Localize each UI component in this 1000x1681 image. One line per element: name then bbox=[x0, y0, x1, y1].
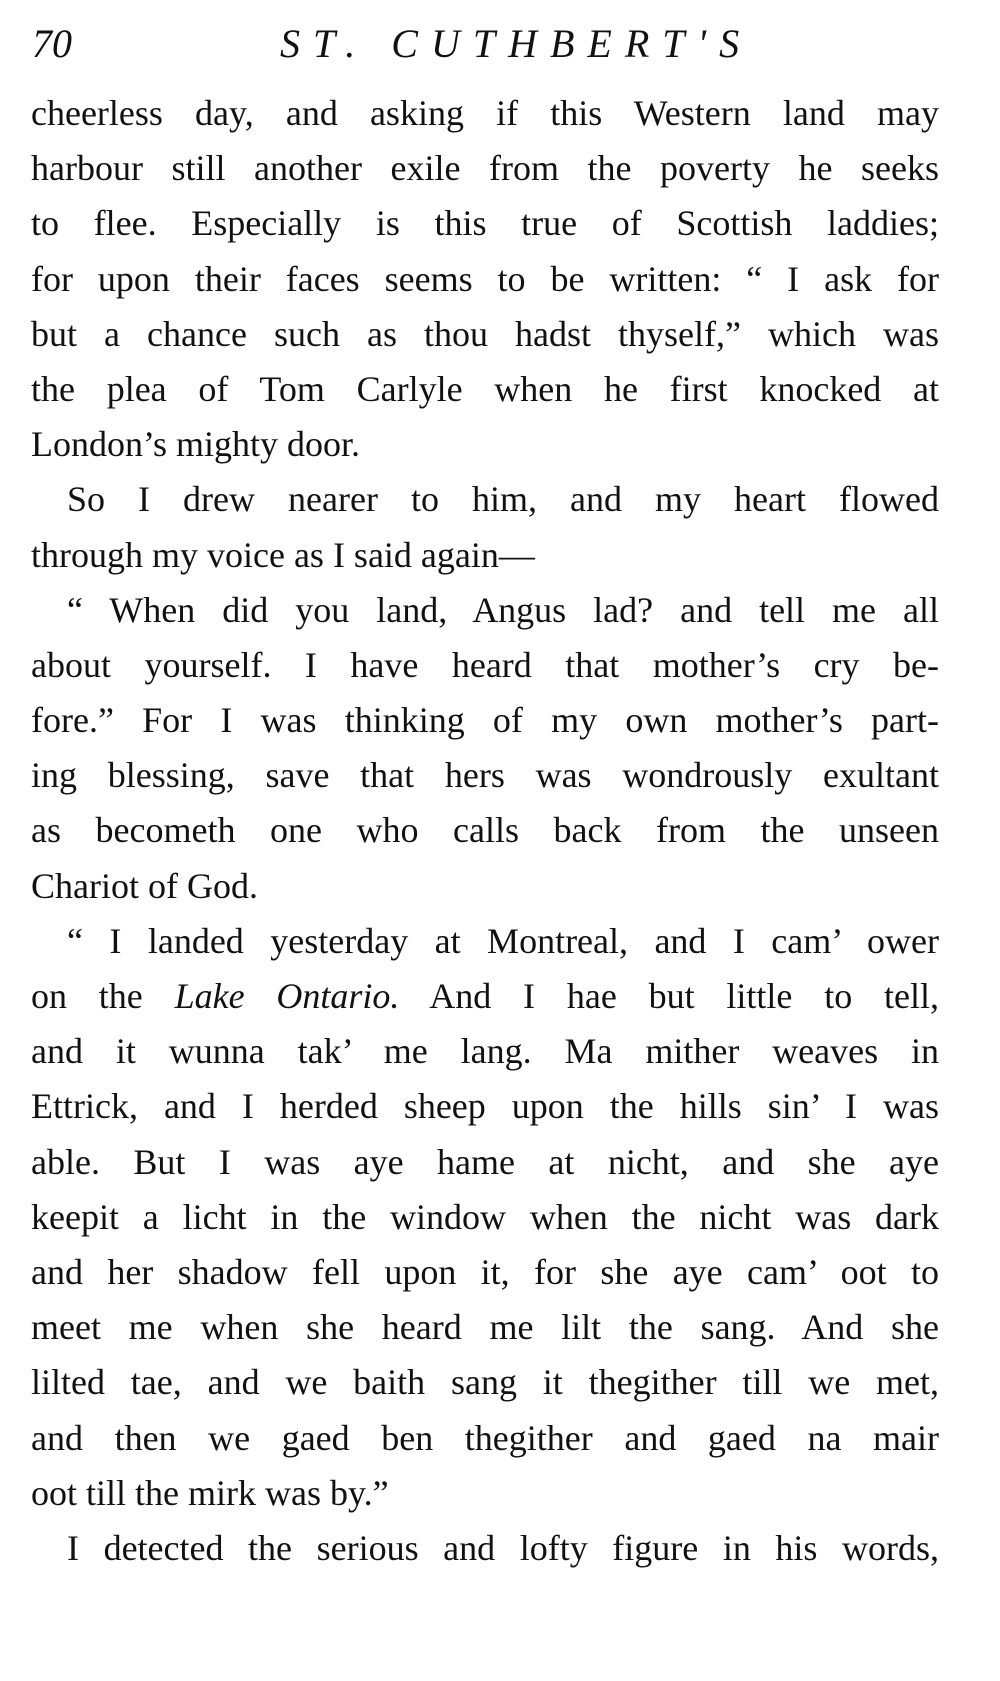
text-line: “ I landed yesterday at Montreal, and I cam’ ower bbox=[67, 920, 939, 961]
text-line: So I drew nearer to him, and my heart flowed bbox=[67, 479, 939, 520]
text-line: Chariot of God. bbox=[31, 865, 258, 906]
text-line: Ettrick, and I herded sheep upon the hills sin’ I was bbox=[31, 1086, 939, 1127]
text-line: fore.” For I was thinking of my own mother’s part- bbox=[31, 700, 939, 741]
text-line: ing blessing, save that hers was wondrously exultant bbox=[31, 755, 939, 796]
page-number: 70 bbox=[32, 21, 72, 66]
text-line: “ When did you land, Angus lad? and tell me all bbox=[67, 589, 939, 630]
text-fragment: And I hae but little to tell, bbox=[399, 976, 940, 1016]
text-line: and then we gaed ben thegither and gaed na mair bbox=[31, 1417, 939, 1458]
text-line: cheerless day, and asking if this Western land may bbox=[31, 93, 939, 133]
ship-name: Lake Ontario. bbox=[174, 976, 400, 1016]
text-line: through my voice as I said again— bbox=[31, 534, 535, 575]
text-line: keepit a licht in the window when the nicht was dark bbox=[31, 1196, 939, 1237]
text-line: meet me when she heard me lilt the sang. And she bbox=[31, 1307, 939, 1348]
text-line: the plea of Tom Carlyle when he first knocked at bbox=[31, 368, 939, 409]
text-line: for upon their faces seems to be written: “ I ask for bbox=[31, 258, 939, 299]
text-line: I detected the serious and lofty figure in his words, bbox=[67, 1527, 939, 1568]
text-line-with-italic bbox=[31, 969, 939, 1024]
text-line: about yourself. I have heard that mother’s cry be- bbox=[31, 644, 939, 685]
text-line: able. But I was aye hame at nicht, and she aye bbox=[31, 1141, 939, 1182]
text-line: and it wunna tak’ me lang. Ma mither weaves in bbox=[31, 1031, 939, 1072]
page-header bbox=[30, 14, 970, 74]
running-head: ST. CUTHBERT'S bbox=[280, 21, 753, 66]
text-line: harbour still another exile from the poverty he seeks bbox=[31, 148, 939, 189]
text-line: lilted tae, and we baith sang it thegither till we met, bbox=[31, 1362, 939, 1403]
text-line: but a chance such as thou hadst thyself,” which was bbox=[31, 313, 939, 354]
text-line: London’s mighty door. bbox=[31, 424, 361, 465]
text-fragment: on the bbox=[31, 976, 175, 1016]
text-line: as becometh one who calls back from the unseen bbox=[31, 810, 939, 851]
text-line: to flee. Especially is this true of Scottish laddies; bbox=[31, 203, 939, 244]
text-line: oot till the mirk was by.” bbox=[31, 1472, 389, 1513]
body-text bbox=[31, 86, 939, 1576]
text-line: and her shadow fell upon it, for she aye cam’ oot to bbox=[31, 1251, 939, 1292]
